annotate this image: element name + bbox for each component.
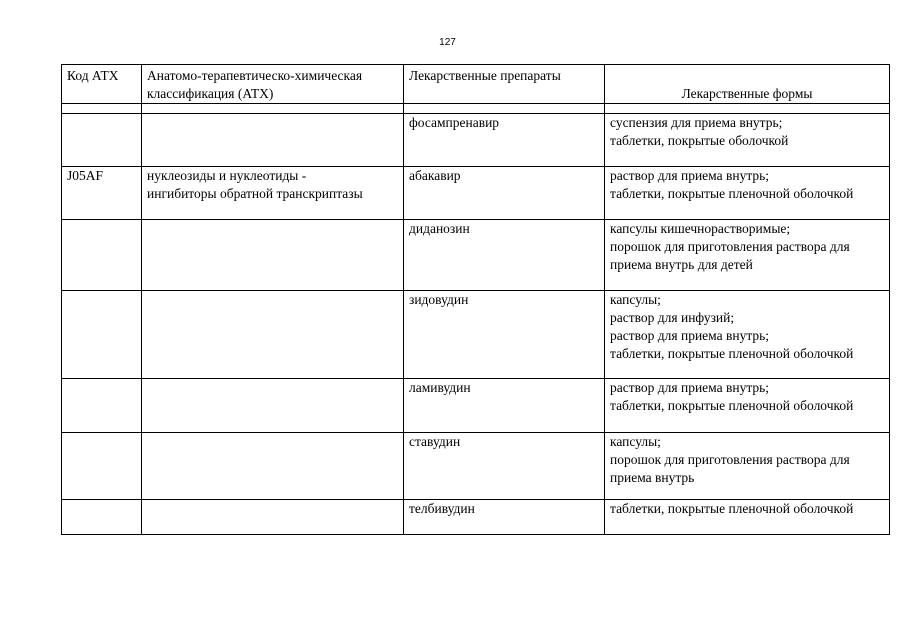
cell-classification bbox=[142, 379, 404, 433]
cell-line: нуклеозиды и нуклеотиды - bbox=[147, 168, 307, 183]
cell-line: капсулы кишечнорастворимые; bbox=[610, 221, 791, 236]
cell-drug: абакавир bbox=[404, 167, 605, 220]
cell-classification bbox=[142, 291, 404, 379]
cell-line: раствор для приема внутрь; bbox=[610, 168, 770, 183]
cell-line: суспензия для приема внутрь; bbox=[610, 115, 783, 130]
cell-forms bbox=[605, 220, 890, 291]
cell-drug: диданозин bbox=[404, 220, 605, 291]
header-drugs: Лекарственные препараты bbox=[404, 65, 605, 104]
cell-atx-code bbox=[62, 114, 142, 167]
header-atx-code: Код АТХ bbox=[62, 65, 142, 104]
cell-classification bbox=[142, 167, 404, 220]
cell-classification bbox=[142, 500, 404, 535]
cell-line: капсулы; bbox=[610, 434, 661, 449]
cell-classification bbox=[142, 433, 404, 500]
cell-atx-code: J05AF bbox=[62, 167, 142, 220]
cell-classification bbox=[142, 114, 404, 167]
cell-line: таблетки, покрытые пленочной оболочкой bbox=[610, 501, 854, 516]
table-row bbox=[62, 379, 890, 433]
cell-drug: фосампренавир bbox=[404, 114, 605, 167]
atx-table bbox=[61, 64, 890, 535]
table-row bbox=[62, 114, 890, 167]
table-row bbox=[62, 220, 890, 291]
cell-drug: ставудин bbox=[404, 433, 605, 500]
header-classification-line: классификация (АТХ) bbox=[147, 86, 274, 101]
cell-atx-code bbox=[62, 500, 142, 535]
cell-line: раствор для приема внутрь; bbox=[610, 328, 770, 343]
header-spacer-row bbox=[62, 104, 890, 114]
cell-line: раствор для приема внутрь; bbox=[610, 380, 770, 395]
cell-line: таблетки, покрытые пленочной оболочкой bbox=[610, 186, 854, 201]
cell-drug: телбивудин bbox=[404, 500, 605, 535]
cell-classification bbox=[142, 220, 404, 291]
header-classification-line: Анатомо-терапевтическо-химическая bbox=[147, 68, 363, 83]
table-header-row bbox=[62, 65, 890, 104]
cell-forms bbox=[605, 433, 890, 500]
cell-line: капсулы; bbox=[610, 292, 661, 307]
cell-line: ингибиторы обратной транскриптазы bbox=[147, 186, 363, 201]
cell-atx-code bbox=[62, 220, 142, 291]
table-row bbox=[62, 500, 890, 535]
cell-drug: ламивудин bbox=[404, 379, 605, 433]
cell-forms bbox=[605, 379, 890, 433]
page-number: 127 bbox=[439, 37, 456, 48]
cell-line: приема внутрь для детей bbox=[610, 257, 753, 272]
table-body bbox=[62, 114, 890, 535]
header-classification bbox=[142, 65, 404, 104]
cell-line: раствор для инфузий; bbox=[610, 310, 735, 325]
cell-forms bbox=[605, 500, 890, 535]
table-row bbox=[62, 291, 890, 379]
header-forms: Лекарственные формы bbox=[605, 65, 890, 104]
cell-line: таблетки, покрытые оболочкой bbox=[610, 133, 789, 148]
cell-line: таблетки, покрытые пленочной оболочкой bbox=[610, 398, 854, 413]
cell-line: таблетки, покрытые пленочной оболочкой bbox=[610, 346, 854, 361]
cell-forms bbox=[605, 167, 890, 220]
cell-line: порошок для приготовления раствора для bbox=[610, 239, 850, 254]
cell-line: приема внутрь bbox=[610, 470, 695, 485]
cell-drug: зидовудин bbox=[404, 291, 605, 379]
cell-forms bbox=[605, 291, 890, 379]
cell-atx-code bbox=[62, 433, 142, 500]
cell-atx-code bbox=[62, 291, 142, 379]
cell-line: порошок для приготовления раствора для bbox=[610, 452, 850, 467]
table-row bbox=[62, 433, 890, 500]
cell-atx-code bbox=[62, 379, 142, 433]
table-row bbox=[62, 167, 890, 220]
cell-forms bbox=[605, 114, 890, 167]
